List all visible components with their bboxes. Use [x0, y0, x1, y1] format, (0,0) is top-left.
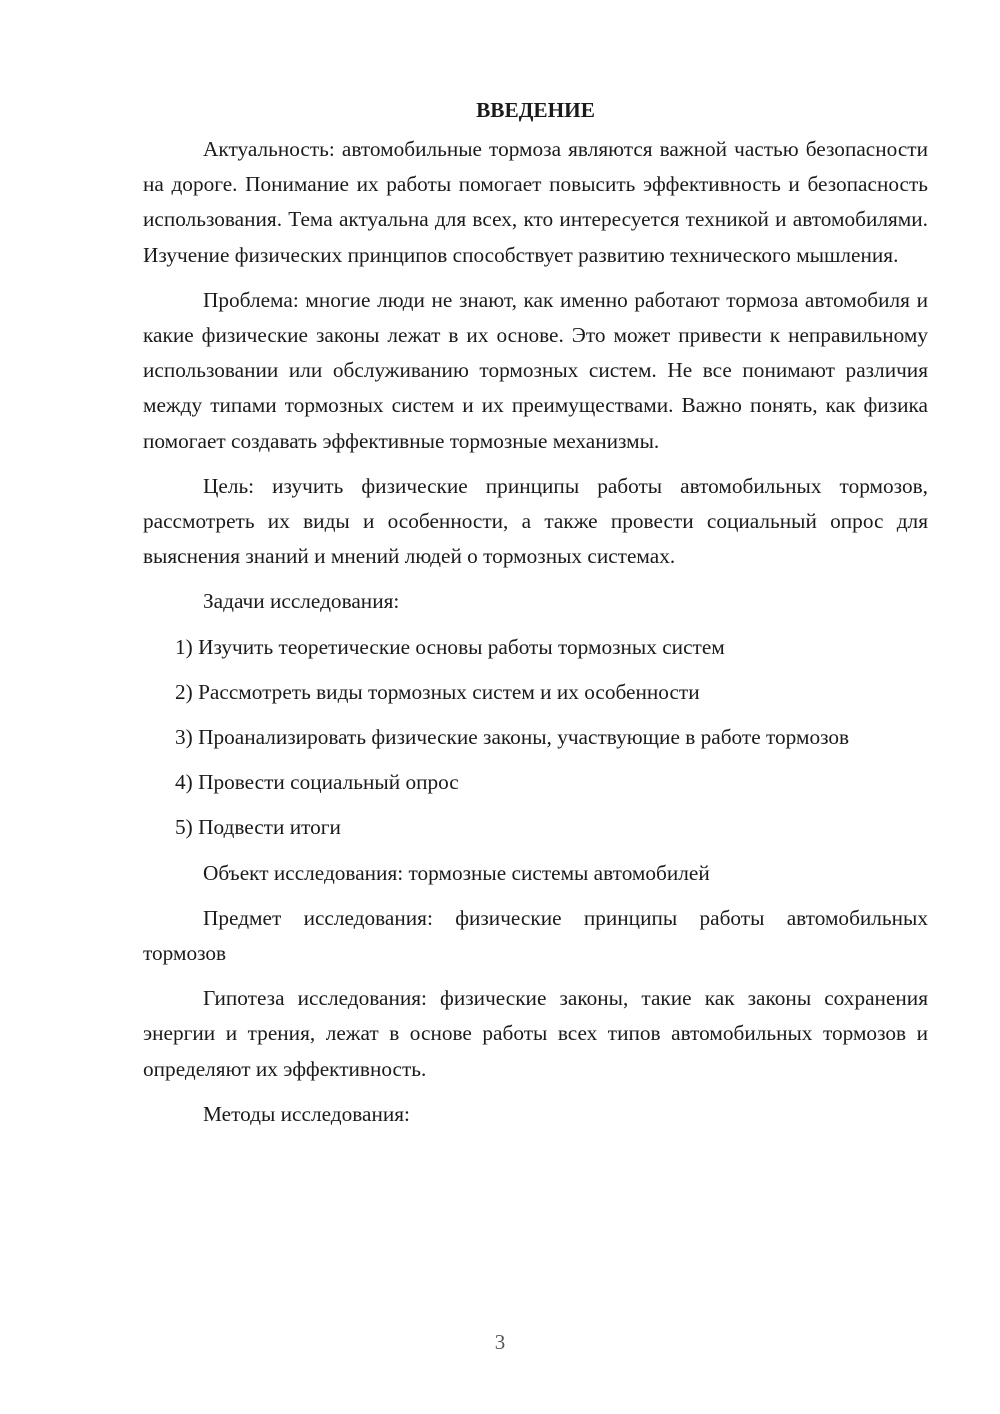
- paragraph-goal: Цель: изучить физические принципы работы автомобильных тормозов, рассмотреть их виды и особенности, а также провести социальный опрос для выяснения знаний и мнений людей о тормозных системах.: [143, 473, 928, 569]
- paragraph-object: Объект исследования: тормозные системы автомобилей: [203, 860, 710, 885]
- task-item: 5) Подвести итоги: [175, 815, 341, 840]
- paragraph-subject: Предмет исследования: физические принципы работы автомобильных тормозов: [143, 905, 928, 966]
- paragraph-problem: Проблема: многие люди не знают, как именно работают тормоза автомобиля и какие физические законы лежат в их основе. Это может привести к неправильному использовании или обслуживанию тормозных систем. Не все понимают различия между типами тормозных систем и их преимуществами. Важно понять, как физика помогает создавать эффективные тормозные механизмы.: [143, 287, 928, 453]
- paragraph-hypothesis: Гипотеза исследования: физические законы, такие как законы сохранения энергии и трения, лежат в основе работы всех типов автомобильных тормозов и определяют их эффективность.: [143, 986, 928, 1081]
- task-item: 3) Проанализировать физические законы, участвующие в работе тормозов: [175, 725, 850, 750]
- section-title: ВВЕДЕНИЕ: [476, 98, 595, 122]
- methods-heading: Методы исследования:: [203, 1101, 410, 1126]
- task-item: 2) Рассмотреть виды тормозных систем и их особенности: [175, 679, 700, 704]
- page-number: 3: [494, 1330, 506, 1354]
- tasks-heading: Задачи исследования:: [203, 589, 400, 614]
- task-item: 1) Изучить теоретические основы работы тормозных систем: [175, 634, 725, 659]
- page-content: [143, 92, 928, 1132]
- task-item: 4) Провести социальный опрос: [175, 770, 459, 795]
- paragraph-relevance: Актуальность: автомобильные тормоза являются важной частью безопасности на дороге. Понимание их работы помогает повысить эффективность и безопасность использования. Тема актуальна для всех, кто интересуется техникой и автомобилями. Изучение физических принципов способствует развитию технического мышления.: [143, 137, 928, 267]
